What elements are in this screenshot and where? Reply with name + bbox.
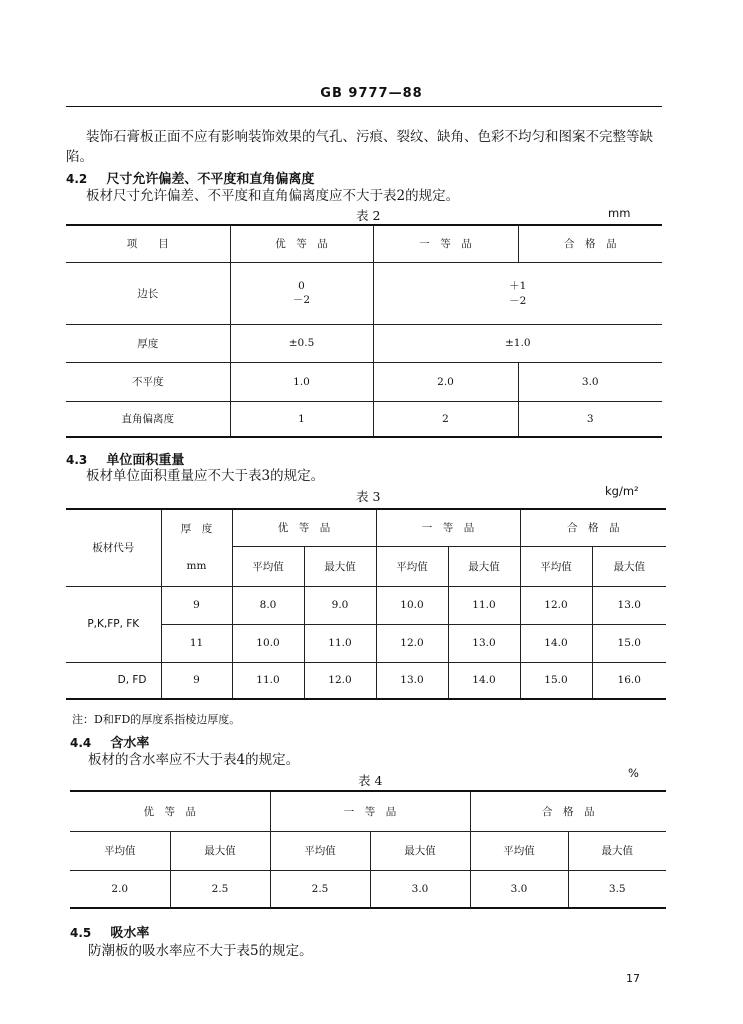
table-header-cell: 平均值 bbox=[376, 546, 448, 586]
table-cell: 12.0 bbox=[304, 662, 376, 699]
table-cell: 1 bbox=[230, 401, 373, 437]
table-cell: 13.0 bbox=[448, 624, 520, 662]
table-header-cell: 板材代号 bbox=[66, 509, 161, 586]
table-cell bbox=[230, 262, 373, 324]
table-cell: 11.0 bbox=[448, 586, 520, 624]
table-cell: 边长 bbox=[66, 262, 230, 324]
table-3-caption: 表 3 bbox=[356, 489, 381, 504]
page-number: 17 bbox=[626, 972, 640, 985]
table-row bbox=[66, 509, 666, 546]
table-header-cell: 优 等 品 bbox=[232, 509, 376, 546]
table-cell: 2.5 bbox=[270, 870, 370, 908]
table-cell: 9 bbox=[161, 662, 232, 699]
table-header-cell: 最大值 bbox=[170, 831, 270, 870]
table-header-cell: 平均值 bbox=[270, 831, 370, 870]
intro-line-2: 陷。 bbox=[66, 149, 93, 165]
table-header-cell: 平均值 bbox=[470, 831, 568, 870]
tolerance-lower: －2 bbox=[509, 295, 527, 307]
section-4-4-heading bbox=[70, 732, 149, 751]
section-title: 含水率 bbox=[110, 736, 150, 751]
table-cell: 13.0 bbox=[592, 586, 666, 624]
table-cell: 1.0 bbox=[230, 362, 373, 401]
table-header-cell: 最大值 bbox=[568, 831, 666, 870]
table-header-cell: 合 格 品 bbox=[520, 509, 666, 546]
table-cell: 14.0 bbox=[520, 624, 592, 662]
table-cell: 11 bbox=[161, 624, 232, 662]
standard-header: GB 9777—88 bbox=[320, 86, 423, 101]
table-header-cell: 平均值 bbox=[520, 546, 592, 586]
section-4-2-text: 板材尺寸允许偏差、不平度和直角偏离度应不大于表2的规定。 bbox=[86, 188, 460, 204]
table-header-cell: 一 等 品 bbox=[270, 791, 470, 831]
section-title: 单位面积重量 bbox=[106, 453, 185, 468]
table-row bbox=[70, 831, 666, 870]
table-cell: 10.0 bbox=[232, 624, 304, 662]
table-row bbox=[66, 401, 662, 437]
table-row bbox=[66, 362, 662, 401]
section-number: 4.3 bbox=[66, 453, 88, 467]
table-cell: 15.0 bbox=[592, 624, 666, 662]
table-cell: 厚度 bbox=[66, 324, 230, 362]
table-cell: 2.5 bbox=[170, 870, 270, 908]
table-row bbox=[70, 791, 666, 831]
table-cell: 11.0 bbox=[232, 662, 304, 699]
table-4-unit: % bbox=[628, 766, 639, 780]
table-row bbox=[66, 586, 666, 624]
table-row bbox=[70, 870, 666, 908]
table-header-cell: 平均值 bbox=[70, 831, 170, 870]
table-cell: 9.0 bbox=[304, 586, 376, 624]
table-header-cell: 最大值 bbox=[592, 546, 666, 586]
table-cell: 15.0 bbox=[520, 662, 592, 699]
table-cell: 3.0 bbox=[518, 362, 662, 401]
table-3-unit: kg/m² bbox=[605, 484, 639, 498]
section-4-3-heading bbox=[66, 449, 184, 468]
table-cell: 12.0 bbox=[376, 624, 448, 662]
table-header-cell: 一 等 品 bbox=[376, 509, 520, 546]
table-cell: 3.0 bbox=[370, 870, 470, 908]
section-4-5-heading bbox=[70, 922, 149, 941]
table-row bbox=[66, 262, 662, 324]
table-cell: 9 bbox=[161, 586, 232, 624]
table-cell: 16.0 bbox=[592, 662, 666, 699]
table-2-caption: 表 2 bbox=[356, 208, 381, 223]
table-2-unit: mm bbox=[608, 206, 631, 220]
table-cell: 8.0 bbox=[232, 586, 304, 624]
table-cell: 10.0 bbox=[376, 586, 448, 624]
table-header-cell: 优 等 品 bbox=[70, 791, 270, 831]
table-cell: 3.0 bbox=[470, 870, 568, 908]
tolerance-lower: －2 bbox=[292, 293, 311, 306]
table-header-cell: 厚 度 bbox=[161, 509, 232, 546]
table-cell: 13.0 bbox=[376, 662, 448, 699]
section-number: 4.2 bbox=[66, 172, 88, 186]
table-cell bbox=[373, 262, 662, 324]
table-cell: 11.0 bbox=[304, 624, 376, 662]
table-row bbox=[66, 662, 666, 699]
table-row bbox=[66, 225, 662, 262]
table-cell: 直角偏离度 bbox=[66, 401, 230, 437]
table-cell: 3.5 bbox=[568, 870, 666, 908]
table-3 bbox=[66, 508, 666, 700]
table-cell: D, FD bbox=[66, 662, 161, 699]
table-3-note: 注：D和FD的厚度系指棱边厚度。 bbox=[72, 713, 241, 726]
table-cell: 12.0 bbox=[520, 586, 592, 624]
section-4-5-text: 防潮板的吸水率应不大于表5的规定。 bbox=[88, 943, 313, 959]
table-cell: 2 bbox=[373, 401, 518, 437]
table-header-cell: 项 目 bbox=[66, 225, 230, 262]
table-2 bbox=[66, 224, 662, 438]
section-title: 尺寸允许偏差、不平度和直角偏离度 bbox=[106, 172, 315, 187]
table-cell: 2.0 bbox=[70, 870, 170, 908]
table-cell: ±1.0 bbox=[373, 324, 662, 362]
table-cell: 不平度 bbox=[66, 362, 230, 401]
section-4-2-heading bbox=[66, 168, 314, 187]
tolerance-upper: ＋1 bbox=[509, 280, 527, 292]
table-cell: 2.0 bbox=[373, 362, 518, 401]
table-4 bbox=[70, 790, 666, 909]
table-header-cell: 最大值 bbox=[370, 831, 470, 870]
table-cell: 14.0 bbox=[448, 662, 520, 699]
section-title: 吸水率 bbox=[110, 926, 150, 941]
header-rule bbox=[66, 106, 662, 107]
table-cell: P,K,FP, FK bbox=[66, 586, 161, 662]
table-row bbox=[66, 324, 662, 362]
table-header-cell: 最大值 bbox=[304, 546, 376, 586]
table-header-cell: 一 等 品 bbox=[373, 225, 518, 262]
table-header-cell: 优 等 品 bbox=[230, 225, 373, 262]
table-cell: 3 bbox=[518, 401, 662, 437]
table-cell: ±0.5 bbox=[230, 324, 373, 362]
section-number: 4.5 bbox=[70, 926, 92, 940]
section-4-3-text: 板材单位面积重量应不大于表3的规定。 bbox=[86, 468, 325, 484]
table-header-cell: mm bbox=[161, 546, 232, 586]
section-4-4-text: 板材的含水率应不大于表4的规定。 bbox=[88, 752, 300, 768]
intro-line-1: 装饰石膏板正面不应有影响装饰效果的气孔、污痕、裂纹、缺角、色彩不均匀和图案不完整等缺 bbox=[86, 129, 653, 145]
table-header-cell: 平均值 bbox=[232, 546, 304, 586]
table-header-cell: 合 格 品 bbox=[518, 225, 662, 262]
section-number: 4.4 bbox=[70, 736, 92, 750]
tolerance-upper: 0 bbox=[298, 279, 305, 292]
table-4-caption: 表 4 bbox=[358, 773, 383, 788]
table-header-cell: 最大值 bbox=[448, 546, 520, 586]
table-header-cell: 合 格 品 bbox=[470, 791, 666, 831]
